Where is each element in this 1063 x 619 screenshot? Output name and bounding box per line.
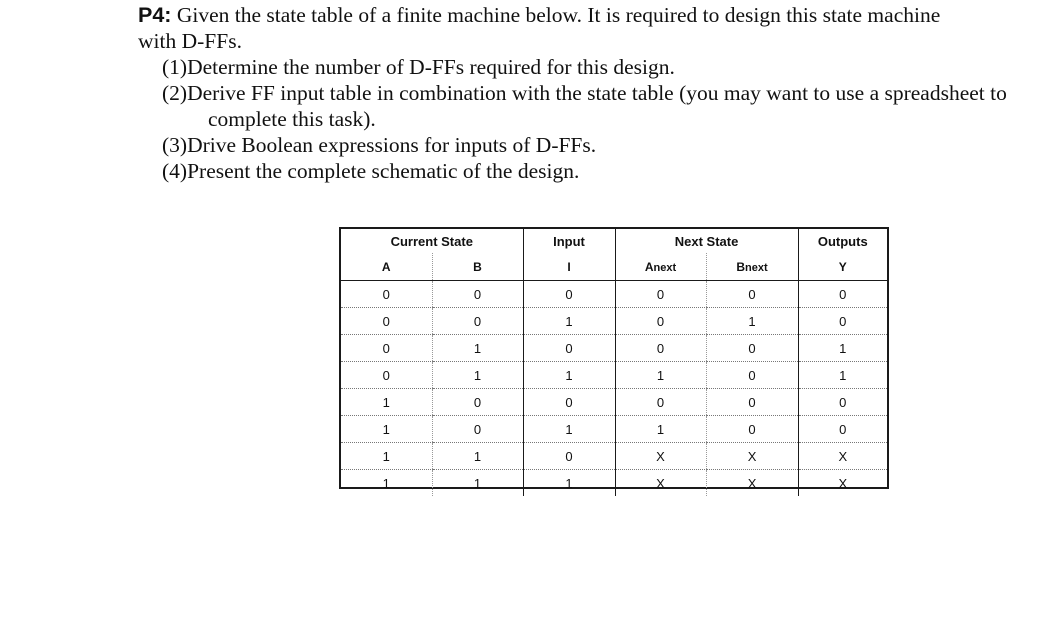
cell-a: 1: [341, 416, 432, 443]
cell-anext: 1: [615, 416, 706, 443]
cell-b: 0: [432, 308, 523, 335]
column-header-anext: [615, 253, 706, 281]
table-row: [341, 443, 887, 470]
cell-y: X: [798, 470, 887, 497]
problem-label: P4:: [138, 3, 172, 27]
table-row: [341, 308, 887, 335]
cell-anext: 1: [615, 362, 706, 389]
cell-a: 0: [341, 362, 432, 389]
table-row: [341, 416, 887, 443]
cell-y: 0: [798, 416, 887, 443]
task-text: Present the complete schematic of the design.: [187, 159, 580, 183]
column-header-i: I: [523, 253, 615, 281]
cell-b: 1: [432, 362, 523, 389]
cell-i: 0: [523, 281, 615, 308]
task-number: (2): [162, 81, 188, 105]
group-header-outputs: Outputs: [798, 229, 887, 253]
cell-a: 1: [341, 389, 432, 416]
cell-i: 1: [523, 470, 615, 497]
cell-a: 1: [341, 443, 432, 470]
cell-a: 0: [341, 335, 432, 362]
cell-y: X: [798, 443, 887, 470]
problem-intro-line2: with D-FFs.: [138, 29, 242, 53]
cell-i: 0: [523, 389, 615, 416]
cell-a: 0: [341, 281, 432, 308]
cell-a: 1: [382, 475, 390, 491]
cell-i: 1: [523, 362, 615, 389]
task-text: Determine the number of D-FFs required for this design.: [187, 55, 675, 79]
task-item: [162, 132, 1038, 158]
column-header-a: A: [341, 253, 432, 281]
cell-b: 0: [432, 281, 523, 308]
cell-bnext: 0: [706, 362, 798, 389]
cell-y: 1: [798, 362, 887, 389]
cell-y: 0: [798, 281, 887, 308]
group-header-current-state: Current State: [390, 233, 473, 249]
task-number: (1): [162, 55, 188, 79]
cell-y: 0: [798, 389, 887, 416]
table-row: [341, 389, 887, 416]
state-table: [339, 227, 889, 489]
column-header-bnext-sub: next: [745, 261, 768, 274]
cell-b: 1: [432, 470, 523, 497]
group-header-input: Input: [523, 229, 615, 253]
cell-b: 0: [432, 389, 523, 416]
group-header-next-state: Next State: [615, 229, 798, 253]
task-item: [162, 80, 1038, 132]
table-row: [341, 281, 887, 308]
column-header-anext-main: A: [644, 259, 654, 274]
cell-y: 1: [798, 335, 887, 362]
cell-i: 0: [523, 443, 615, 470]
task-item: [162, 158, 1038, 184]
cell-bnext: 1: [706, 308, 798, 335]
task-number: (4): [162, 159, 188, 183]
cell-anext: 0: [615, 335, 706, 362]
column-header-y: Y: [798, 253, 887, 281]
cell-bnext: 0: [706, 335, 798, 362]
cell-anext: X: [615, 470, 706, 497]
task-text: Derive FF input table in combination with the state table (you may want to use a spreadsheet to complete this task).: [187, 81, 1007, 131]
task-list: [138, 54, 1038, 184]
column-header-b: B: [432, 253, 523, 281]
problem-intro-line1: Given the state table of a finite machine below. It is required to design this state machine: [171, 3, 941, 27]
cell-bnext: 0: [706, 416, 798, 443]
problem-statement: [138, 2, 1038, 184]
task-number: (3): [162, 133, 188, 157]
cell-bnext: X: [706, 470, 798, 497]
column-header-anext-sub: next: [653, 261, 677, 274]
cell-i: 0: [523, 335, 615, 362]
cell-bnext: X: [706, 443, 798, 470]
task-text: Drive Boolean expressions for inputs of D-FFs.: [187, 133, 597, 157]
column-header-bnext: [706, 253, 798, 281]
cell-b: 0: [432, 416, 523, 443]
cell-anext: 0: [615, 281, 706, 308]
table-row: [341, 335, 887, 362]
cell-b: 1: [432, 335, 523, 362]
column-header-bnext-main: B: [736, 259, 746, 274]
task-item: [162, 54, 1038, 80]
problem-intro: [138, 2, 1038, 28]
cell-anext: 0: [615, 308, 706, 335]
cell-i: 1: [523, 416, 615, 443]
cell-a: 0: [341, 308, 432, 335]
cell-b: 1: [432, 443, 523, 470]
cell-anext: 0: [615, 389, 706, 416]
cell-i: 1: [523, 308, 615, 335]
cell-bnext: 0: [706, 389, 798, 416]
table-row: [341, 470, 887, 497]
cell-bnext: 0: [706, 281, 798, 308]
cell-y: 0: [798, 308, 887, 335]
cell-anext: X: [615, 443, 706, 470]
table-row: [341, 362, 887, 389]
state-table-grid: [341, 229, 887, 496]
